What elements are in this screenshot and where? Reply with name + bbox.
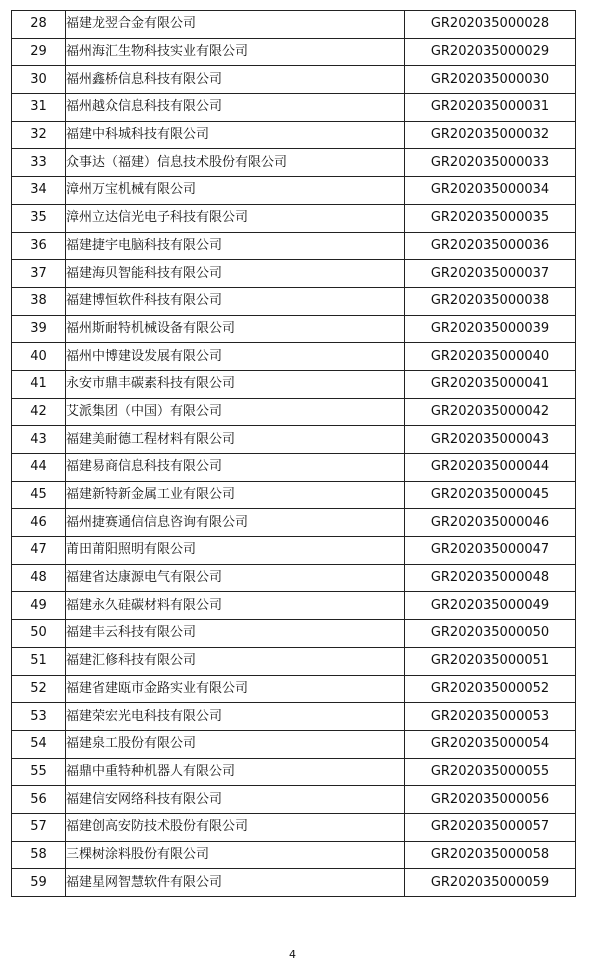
row-number: 39 <box>12 315 66 343</box>
row-number: 56 <box>12 786 66 814</box>
certificate-number: GR202035000039 <box>405 315 576 343</box>
table-row <box>12 537 576 565</box>
certificate-number: GR202035000047 <box>405 537 576 565</box>
company-name: 福建创高安防技术股份有限公司 <box>66 813 405 841</box>
row-number: 38 <box>12 287 66 315</box>
certificate-number: GR202035000036 <box>405 232 576 260</box>
row-number: 43 <box>12 426 66 454</box>
table-row <box>12 370 576 398</box>
company-name: 福建泉工股份有限公司 <box>66 730 405 758</box>
company-name: 众事达（福建）信息技术股份有限公司 <box>66 149 405 177</box>
certificate-number: GR202035000057 <box>405 813 576 841</box>
certificate-number: GR202035000056 <box>405 786 576 814</box>
table-row <box>12 11 576 39</box>
row-number: 47 <box>12 537 66 565</box>
table-row <box>12 703 576 731</box>
certificate-number: GR202035000033 <box>405 149 576 177</box>
company-name: 漳州万宝机械有限公司 <box>66 177 405 205</box>
certificate-number: GR202035000028 <box>405 11 576 39</box>
company-name: 福建海贝智能科技有限公司 <box>66 260 405 288</box>
row-number: 52 <box>12 675 66 703</box>
certificate-number: GR202035000042 <box>405 398 576 426</box>
certificate-number: GR202035000054 <box>405 730 576 758</box>
company-name: 福州捷赛通信信息咨询有限公司 <box>66 509 405 537</box>
company-name: 福建省建瓯市金路实业有限公司 <box>66 675 405 703</box>
table-row <box>12 204 576 232</box>
table-row <box>12 620 576 648</box>
table-row <box>12 398 576 426</box>
table-row <box>12 426 576 454</box>
certificate-number: GR202035000050 <box>405 620 576 648</box>
company-name: 三棵树涂料股份有限公司 <box>66 841 405 869</box>
company-name: 福建汇修科技有限公司 <box>66 647 405 675</box>
certificate-number: GR202035000038 <box>405 287 576 315</box>
table-row <box>12 94 576 122</box>
table-row <box>12 66 576 94</box>
row-number: 29 <box>12 38 66 66</box>
company-name: 福州鑫桥信息科技有限公司 <box>66 66 405 94</box>
table-row <box>12 786 576 814</box>
table-row <box>12 675 576 703</box>
company-name: 福建龙翌合金有限公司 <box>66 11 405 39</box>
certificate-number: GR202035000029 <box>405 38 576 66</box>
table-row <box>12 38 576 66</box>
table-row <box>12 121 576 149</box>
table-row <box>12 509 576 537</box>
certificate-number: GR202035000055 <box>405 758 576 786</box>
table-row <box>12 287 576 315</box>
row-number: 45 <box>12 481 66 509</box>
company-name: 福建新特新金属工业有限公司 <box>66 481 405 509</box>
row-number: 42 <box>12 398 66 426</box>
certificate-number: GR202035000058 <box>405 841 576 869</box>
company-table <box>11 10 576 897</box>
row-number: 41 <box>12 370 66 398</box>
company-name: 永安市鼎丰碳素科技有限公司 <box>66 370 405 398</box>
certificate-number: GR202035000049 <box>405 592 576 620</box>
row-number: 51 <box>12 647 66 675</box>
table-row <box>12 869 576 897</box>
row-number: 48 <box>12 564 66 592</box>
row-number: 54 <box>12 730 66 758</box>
certificate-number: GR202035000035 <box>405 204 576 232</box>
table-row <box>12 730 576 758</box>
table-row <box>12 647 576 675</box>
table-row <box>12 454 576 482</box>
table-row <box>12 841 576 869</box>
company-name: 福建中科城科技有限公司 <box>66 121 405 149</box>
certificate-number: GR202035000046 <box>405 509 576 537</box>
row-number: 34 <box>12 177 66 205</box>
table-row <box>12 232 576 260</box>
certificate-number: GR202035000032 <box>405 121 576 149</box>
row-number: 33 <box>12 149 66 177</box>
row-number: 49 <box>12 592 66 620</box>
company-name: 福鼎中重特种机器人有限公司 <box>66 758 405 786</box>
certificate-number: GR202035000053 <box>405 703 576 731</box>
company-name: 福建省达康源电气有限公司 <box>66 564 405 592</box>
row-number: 37 <box>12 260 66 288</box>
table-row <box>12 260 576 288</box>
company-name: 福建永久硅碳材料有限公司 <box>66 592 405 620</box>
table-row <box>12 149 576 177</box>
company-name: 福建捷宇电脑科技有限公司 <box>66 232 405 260</box>
company-name: 漳州立达信光电子科技有限公司 <box>66 204 405 232</box>
row-number: 31 <box>12 94 66 122</box>
company-name: 福建博恒软件科技有限公司 <box>66 287 405 315</box>
company-name: 福建信安网络科技有限公司 <box>66 786 405 814</box>
row-number: 35 <box>12 204 66 232</box>
company-name: 福州中博建设发展有限公司 <box>66 343 405 371</box>
certificate-number: GR202035000045 <box>405 481 576 509</box>
table-row <box>12 758 576 786</box>
row-number: 59 <box>12 869 66 897</box>
row-number: 44 <box>12 454 66 482</box>
row-number: 36 <box>12 232 66 260</box>
certificate-number: GR202035000041 <box>405 370 576 398</box>
certificate-number: GR202035000037 <box>405 260 576 288</box>
certificate-number: GR202035000048 <box>405 564 576 592</box>
table-row <box>12 564 576 592</box>
table-row <box>12 813 576 841</box>
company-name: 福建荣宏光电科技有限公司 <box>66 703 405 731</box>
company-name: 福建美耐德工程材料有限公司 <box>66 426 405 454</box>
certificate-number: GR202035000051 <box>405 647 576 675</box>
row-number: 57 <box>12 813 66 841</box>
row-number: 28 <box>12 11 66 39</box>
row-number: 30 <box>12 66 66 94</box>
table-body <box>12 11 576 897</box>
certificate-number: GR202035000031 <box>405 94 576 122</box>
company-name: 福建易商信息科技有限公司 <box>66 454 405 482</box>
company-name: 福州海汇生物科技实业有限公司 <box>66 38 405 66</box>
row-number: 40 <box>12 343 66 371</box>
row-number: 53 <box>12 703 66 731</box>
company-name: 莆田莆阳照明有限公司 <box>66 537 405 565</box>
company-name: 福建星网智慧软件有限公司 <box>66 869 405 897</box>
company-name: 福州越众信息科技有限公司 <box>66 94 405 122</box>
certificate-number: GR202035000034 <box>405 177 576 205</box>
certificate-number: GR202035000052 <box>405 675 576 703</box>
company-name: 艾派集团（中国）有限公司 <box>66 398 405 426</box>
company-name: 福建丰云科技有限公司 <box>66 620 405 648</box>
table-row <box>12 592 576 620</box>
row-number: 55 <box>12 758 66 786</box>
table-row <box>12 343 576 371</box>
row-number: 50 <box>12 620 66 648</box>
certificate-number: GR202035000044 <box>405 454 576 482</box>
row-number: 32 <box>12 121 66 149</box>
table-row <box>12 315 576 343</box>
certificate-number: GR202035000059 <box>405 869 576 897</box>
page-number: 4 <box>289 948 296 961</box>
row-number: 46 <box>12 509 66 537</box>
certificate-number: GR202035000043 <box>405 426 576 454</box>
certificate-number: GR202035000040 <box>405 343 576 371</box>
certificate-number: GR202035000030 <box>405 66 576 94</box>
table-row <box>12 177 576 205</box>
row-number: 58 <box>12 841 66 869</box>
table-row <box>12 481 576 509</box>
company-name: 福州斯耐特机械设备有限公司 <box>66 315 405 343</box>
